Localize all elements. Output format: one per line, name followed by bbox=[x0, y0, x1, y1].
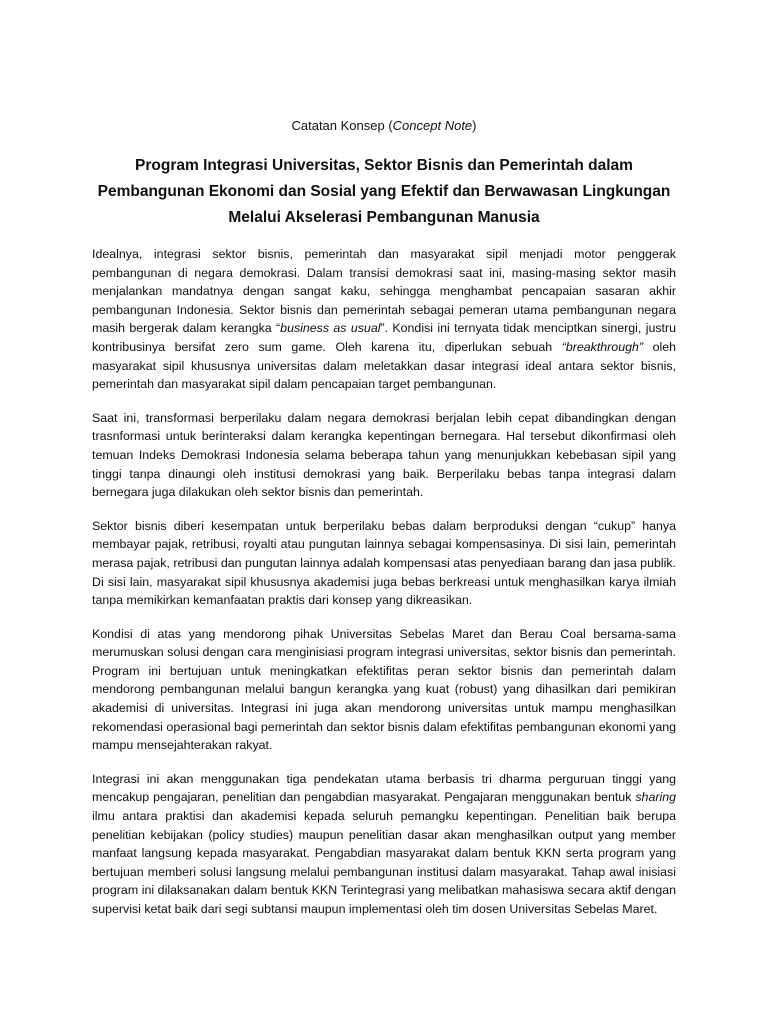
document-type-italic: Concept Note bbox=[392, 118, 473, 133]
paragraph-text: Kondisi di atas yang mendorong pihak Universitas Sebelas Maret dan Berau Coal bersama-sama merumuskan solusi dengan cara menginisiasi program integrasi universitas, sektor bisnis dan pemerintah. Program ini bertujuan untuk meningkatkan efektifitas peran sektor bisnis dan pemerintah dalam mendorong pembangunan melalui bangun kerangka yang kuat (robust) yang dihasilkan dari pemikiran akademisi di universitas. Integrasi ini juga akan mendorong universitas untuk mampu menghasilkan rekomendasi operasional bagi pemerintah dan sektor bisnis dalam efektifitas pembangunan ekonomi yang mampu mensejahterakan rakyat. bbox=[92, 626, 676, 753]
paragraph-italic-text: “breakthrough” bbox=[561, 339, 643, 354]
paragraph bbox=[92, 770, 676, 919]
paragraph-text: Sektor bisnis diberi kesempatan untuk berperilaku bebas dalam berproduksi dengan “cukup” hanya membayar pajak, retribusi, royalti atau pungutan lainnya sebagai kompensasinya. Di sisi lain, pemerintah merasa pajak, retribusi dan pungutan lainnya adalah kompensasi atas penyediaan barang dan jasa publik. Di sisi lain, masyarakat sipil khususnya akademisi juga bebas berkreasi untuk menghasilkan karya ilmiah tanpa memikirkan kemanfaatan praktis dari konsep yang dikreasikan. bbox=[92, 518, 676, 608]
paragraph-text: ”. Kondisi ini ternyata tidak menciptkan sinergi, justru kontribusinya bersifat zero sum game. Oleh karena itu, diperlukan sebuah bbox=[92, 321, 676, 354]
document-type-label bbox=[92, 118, 676, 133]
paragraph-text: Idealnya, integrasi sektor bisnis, pemerintah dan masyarakat sipil menjadi motor penggerak pembangunan di negara demokrasi. Dalam transisi demokrasi saat ini, masing-masing sektor masih menjalankan mandatnya dengan sangat kaku, sehingga menghambat pencapaian sasaran akhir pembangunan Indonesia. Sektor bisnis dan pemerintah sebagai pemeran utama pembangunan negara masih bergerak dalam kerangka “ bbox=[92, 247, 676, 336]
paragraph-text: Integrasi ini akan menggunakan tiga pendekatan utama berbasis tri dharma perguruan tinggi yang mencakup pengajaran, penelitian dan pengabdian masyarakat. Pengajaran menggunakan bentuk bbox=[92, 771, 676, 805]
paragraph-text: ilmu antara praktisi dan akademisi kepada seluruh pemangku kepentingan. Penelitian baik berupa penelitian kebijakan (policy studies) maupun penelitian dasar akan menghasilkan output yang member manfaat langsung kepada masyarakat. Pengabdian masyarakat dalam bentuk KKN serta program yang bertujuan memberi solusi langsung melalui pembangunan institusi dalam masyarakat. Tahap awal inisiasi program ini dilaksanakan dalam bentuk KKN Terintegrasi yang melibatkan mahasiswa secara aktif dengan supervisi ketat baik dari segi subtansi maupun implementasi oleh tim dosen Universitas Sebelas Maret. bbox=[92, 809, 676, 916]
paragraph bbox=[92, 517, 676, 610]
paragraph-italic-text: sharing bbox=[635, 790, 676, 805]
paragraph bbox=[92, 245, 676, 394]
paragraph bbox=[92, 409, 676, 502]
title-line: Pembangunan Ekonomi dan Sosial yang Efektif dan Berwawasan Lingkungan bbox=[97, 183, 671, 200]
title-line: Program Integrasi Universitas, Sektor Bisnis dan Pemerintah dalam bbox=[135, 157, 633, 174]
document-type-text: Catatan Konsep ( bbox=[291, 118, 393, 133]
paragraph bbox=[92, 625, 676, 755]
document-title bbox=[92, 153, 676, 231]
title-line: Melalui Akselerasi Pembangunan Manusia bbox=[228, 209, 540, 226]
paragraph-text: oleh masyarakat sipil khususnya universitas dalam meletakkan dasar integrasi ideal antara sektor bisnis, pemerintah dan masyarakat sipil dalam pencapaian target pembangunan. bbox=[92, 339, 676, 392]
paragraph-italic-text: business as usual bbox=[280, 321, 381, 336]
paragraph-text: Saat ini, transformasi berperilaku dalam negara demokrasi berjalan lebih cepat dibandingkan dengan trasnformasi untuk berinteraksi dalam kerangka kepentingan bernegara. Hal tersebut dikonfirmasi oleh temuan Indeks Demokrasi Indonesia selama beberapa tahun yang menunjukkan kebebasan sipil yang tinggi tanpa dinaungi oleh institusi demokrasi yang baik. Berperilaku bebas tanpa integrasi dalam bernegara juga dilakukan oleh sektor bisnis dan pemerintah. bbox=[92, 410, 676, 500]
document-type-close: ) bbox=[472, 118, 477, 133]
